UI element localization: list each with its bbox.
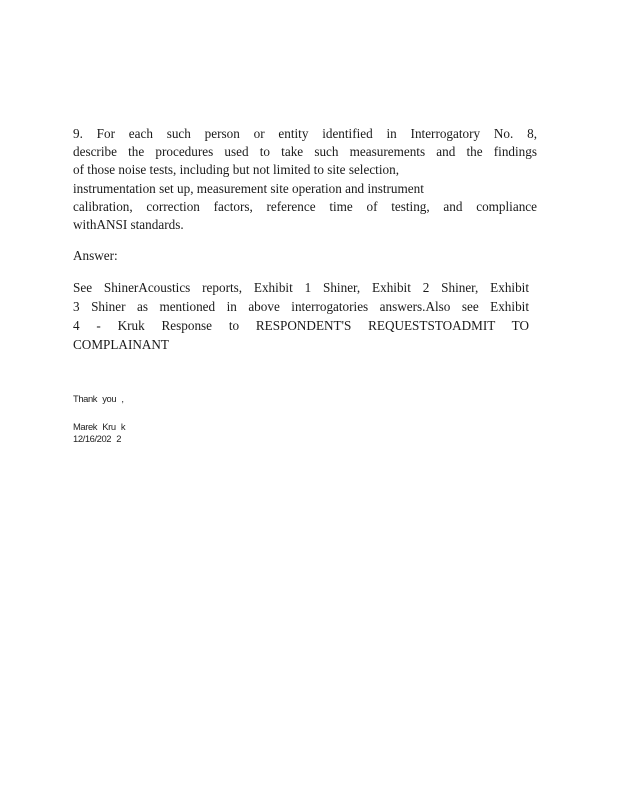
closing-text: Thank you , — [73, 393, 124, 404]
answer-body — [73, 278, 543, 354]
question-line-2: describe the procedures used to take such measurements and the findings — [73, 144, 537, 160]
question-line-3: of those noise tests, including but not limited to site selection, — [73, 162, 399, 178]
signer-name: Marek Kru k — [73, 421, 126, 432]
answer-line-1: See ShinerAcoustics reports, Exhibit 1 Shiner, Exhibit 2 Shiner, Exhibit — [73, 280, 529, 295]
question-line-1: 9. For each such person or entity identified in Interrogatory No. 8, — [73, 126, 537, 141]
signature-date: 12/16/202 2 — [73, 433, 122, 444]
question-line-5: calibration, correction factors, reference time of testing, and compliance — [73, 198, 537, 214]
question-line-4: instrumentation set up, measurement site operation and instrument — [73, 180, 424, 196]
answer-line-2: 3 Shiner as mentioned in above interrogatories answers.Also see Exhibit — [73, 299, 529, 314]
answer-line-3: 4 - Kruk Response to RESPONDENT'S REQUESTSTOADMIT TO — [73, 318, 529, 333]
answer-line-4: COMPLAINANT — [73, 337, 169, 352]
interrogatory-question — [73, 125, 543, 234]
answer-label: Answer: — [73, 248, 118, 263]
question-line-6: withANSI standards. — [73, 217, 184, 233]
